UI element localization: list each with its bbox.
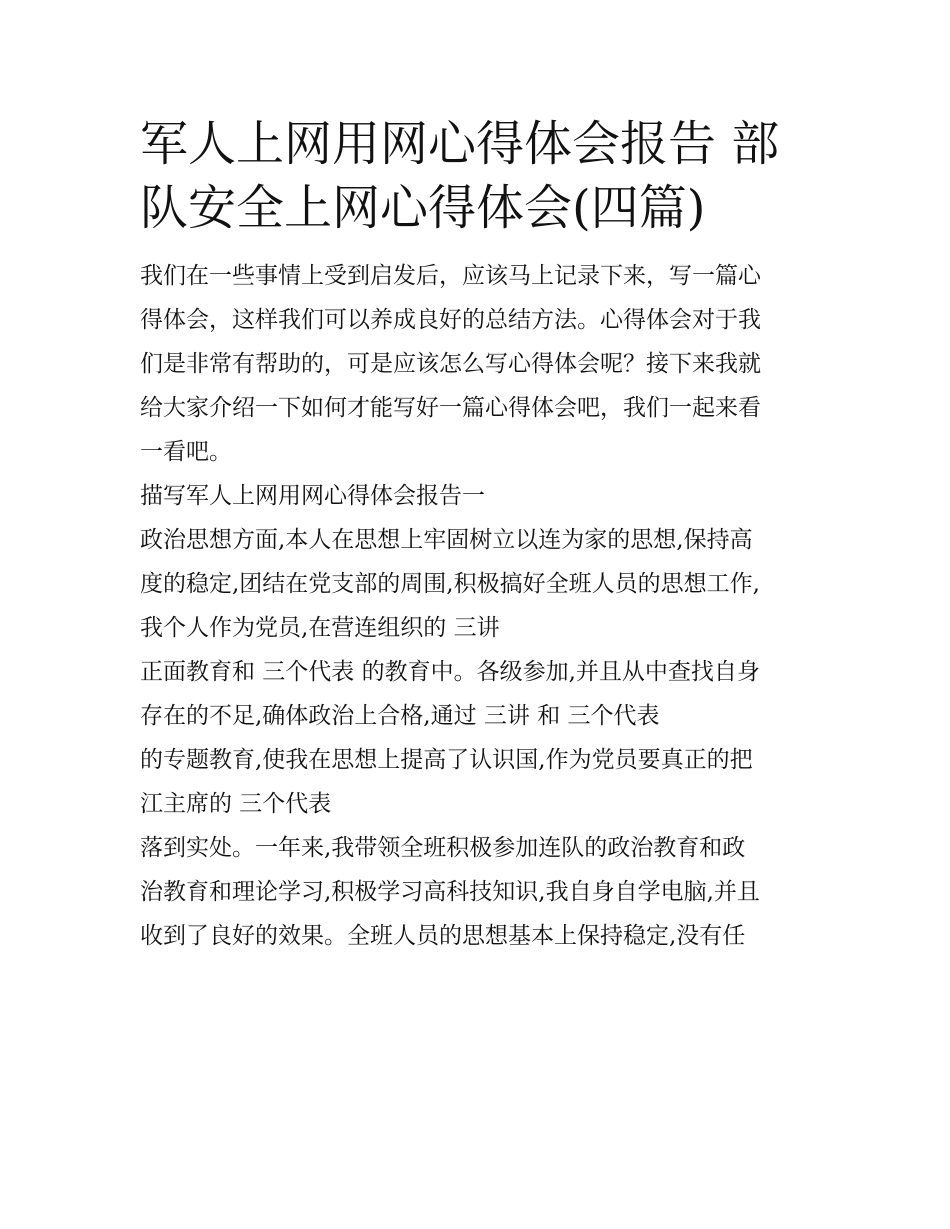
body-line: 正面教育和 三个代表 的教育中。各级参加,并且从中查找自身 bbox=[140, 659, 760, 685]
section-heading: 描写军人上网用网心得体会报告一 bbox=[140, 483, 485, 509]
title-line: 队安全上网心得体会(四篇) bbox=[140, 180, 706, 236]
body-line: 我们在一些事情上受到启发后，应该马上记录下来，写一篇心 bbox=[140, 263, 761, 289]
body-line: 落到实处。一年来,我带领全班积极参加连队的政治教育和政 bbox=[140, 835, 746, 861]
body-line: 收到了良好的效果。全班人员的思想基本上保持稳定,没有任 bbox=[140, 923, 746, 949]
document-page bbox=[140, 112, 812, 958]
body-line: 我个人作为党员,在营连组织的 三讲 bbox=[140, 615, 500, 641]
body-line: 们是非常有帮助的，可是应该怎么写心得体会呢？接下来我就 bbox=[140, 351, 761, 377]
body-line: 度的稳定,团结在党支部的周围,积极搞好全班人员的思想工作, bbox=[140, 571, 760, 597]
body-line: 存在的不足,确体政治上合格,通过 三讲 和 三个代表 bbox=[140, 703, 660, 729]
document-title bbox=[140, 112, 812, 240]
body-line: 政治思想方面,本人在思想上牢固树立以连为家的思想,保持高 bbox=[140, 527, 753, 553]
body-line: 治教育和理论学习,积极学习高科技知识,我自身自学电脑,并且 bbox=[140, 879, 760, 905]
body-line: 江主席的 三个代表 bbox=[140, 791, 332, 817]
body-line: 一看吧。 bbox=[140, 439, 232, 465]
body-line: 的专题教育,使我在思想上提高了认识国,作为党员要真正的把 bbox=[140, 747, 753, 773]
body-line: 给大家介绍一下如何才能写好一篇心得体会吧，我们一起来看 bbox=[140, 395, 761, 421]
document-body bbox=[140, 254, 812, 958]
body-line: 得体会，这样我们可以养成良好的总结方法。心得体会对于我 bbox=[140, 307, 761, 333]
title-line: 军人上网用网心得体会报告 部 bbox=[140, 116, 780, 172]
